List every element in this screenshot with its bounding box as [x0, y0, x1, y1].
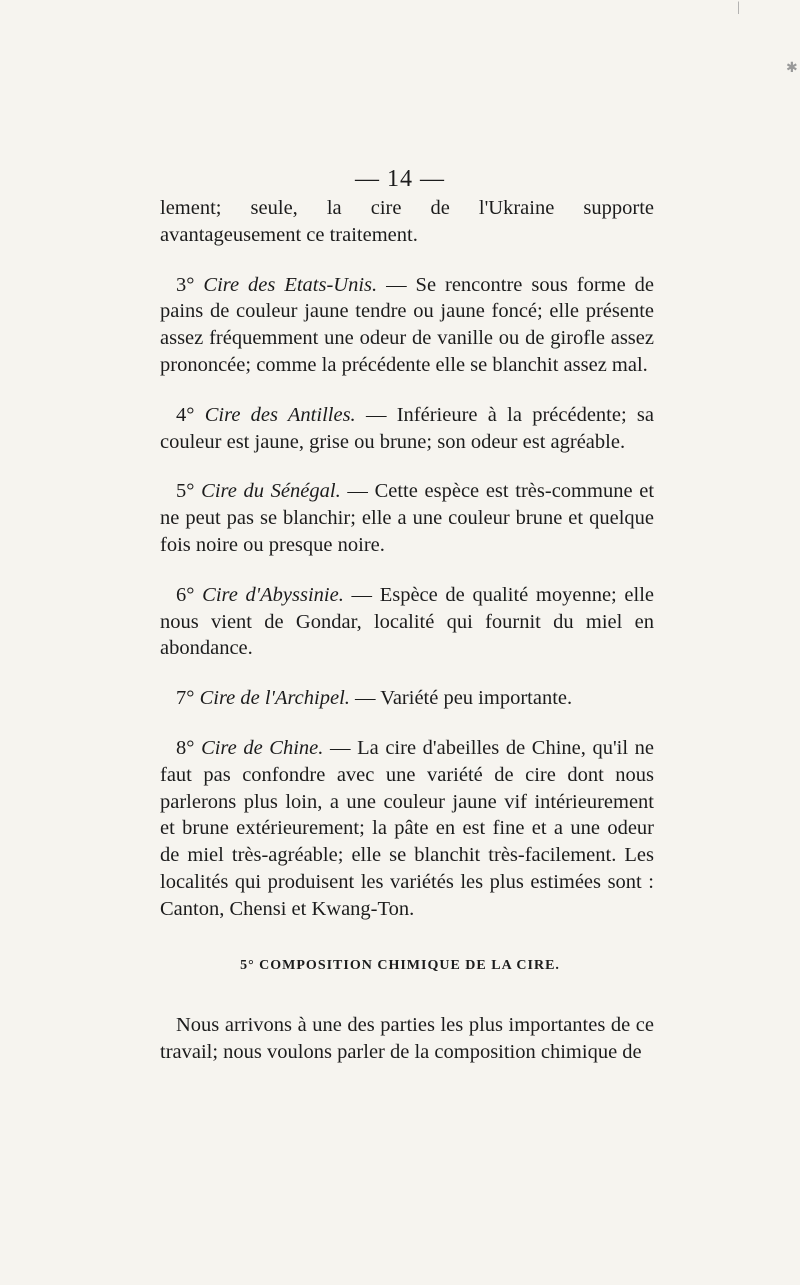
item-number: 8°: [176, 736, 195, 759]
item-text: — Variété peu importante.: [349, 687, 573, 710]
item-text: — Inférieure à la précédente; sa couleur est jaune, grise ou brune; son odeur est agréable.: [160, 403, 655, 453]
paragraph-cire-etats-unis: [160, 272, 654, 379]
item-name: Cire d'Abyssinie.: [202, 583, 344, 606]
paragraph-continuation: lement; seule, la cire de l'Ukraine supporte avantageusement ce traitement.: [160, 197, 654, 246]
item-number: 6°: [176, 583, 195, 606]
section-heading: 5° COMPOSITION CHIMIQUE DE LA CIRE.: [240, 958, 560, 973]
paragraph-cire-antilles: [160, 402, 654, 456]
item-name: Cire de l'Archipel.: [199, 687, 350, 710]
paragraph-cire-senegal: [160, 478, 654, 558]
paragraph-cire-archipel: [160, 685, 654, 712]
item-name: Cire des Antilles.: [204, 403, 356, 426]
paragraph-composition-intro: Nous arrivons à une des parties les plus importantes de ce travail; nous voulons parler de la composition chimique de: [160, 1014, 654, 1063]
paragraph-cire-abyssinie: [160, 582, 654, 662]
item-text: — Espèce de qualité moyenne; elle nous vient de Gondar, localité qui fournit du miel en abondance.: [160, 583, 655, 660]
item-name: Cire des Etats-Unis.: [203, 273, 378, 296]
page-number-header: — 14 —: [355, 166, 445, 192]
page-edge-mark: ✱: [786, 61, 798, 76]
item-number: 3°: [176, 273, 195, 296]
item-text: — Cette espèce est très-commune et ne peut pas se blanchir; elle a une couleur brune et quelque fois noire ou presque noire.: [160, 480, 655, 556]
item-number: 7°: [176, 687, 195, 710]
body-text-lower: [160, 1012, 654, 1066]
item-text: — Se rencontre sous forme de pains de couleur jaune tendre ou jaune foncé; elle présente assez fréquemment une odeur de vanille ou de girofle assez prononcée; comme la précédente elle se blanchit assez mal.: [160, 273, 654, 376]
paragraph-cire-chine: [160, 735, 654, 923]
item-number: 4°: [176, 403, 195, 426]
item-name: Cire de Chine.: [201, 736, 324, 759]
item-number: 5°: [176, 480, 195, 503]
item-name: Cire du Sénégal.: [201, 480, 341, 503]
item-text: — La cire d'abeilles de Chine, qu'il ne faut pas confondre avec une variété de cire dont nous parlerons plus loin, a une couleur jaune vif intérieurement et brune extérieurement; la pâte en est fine et a une odeur de miel très-agréable; elle se blanchit très-facilement. Les localités qui produisent les variétés les plus estimées sont : Canton, Chensi et Kwang-Ton.: [160, 736, 654, 920]
body-text-upper: [160, 195, 654, 923]
page-edge-mark: |: [737, 0, 740, 15]
